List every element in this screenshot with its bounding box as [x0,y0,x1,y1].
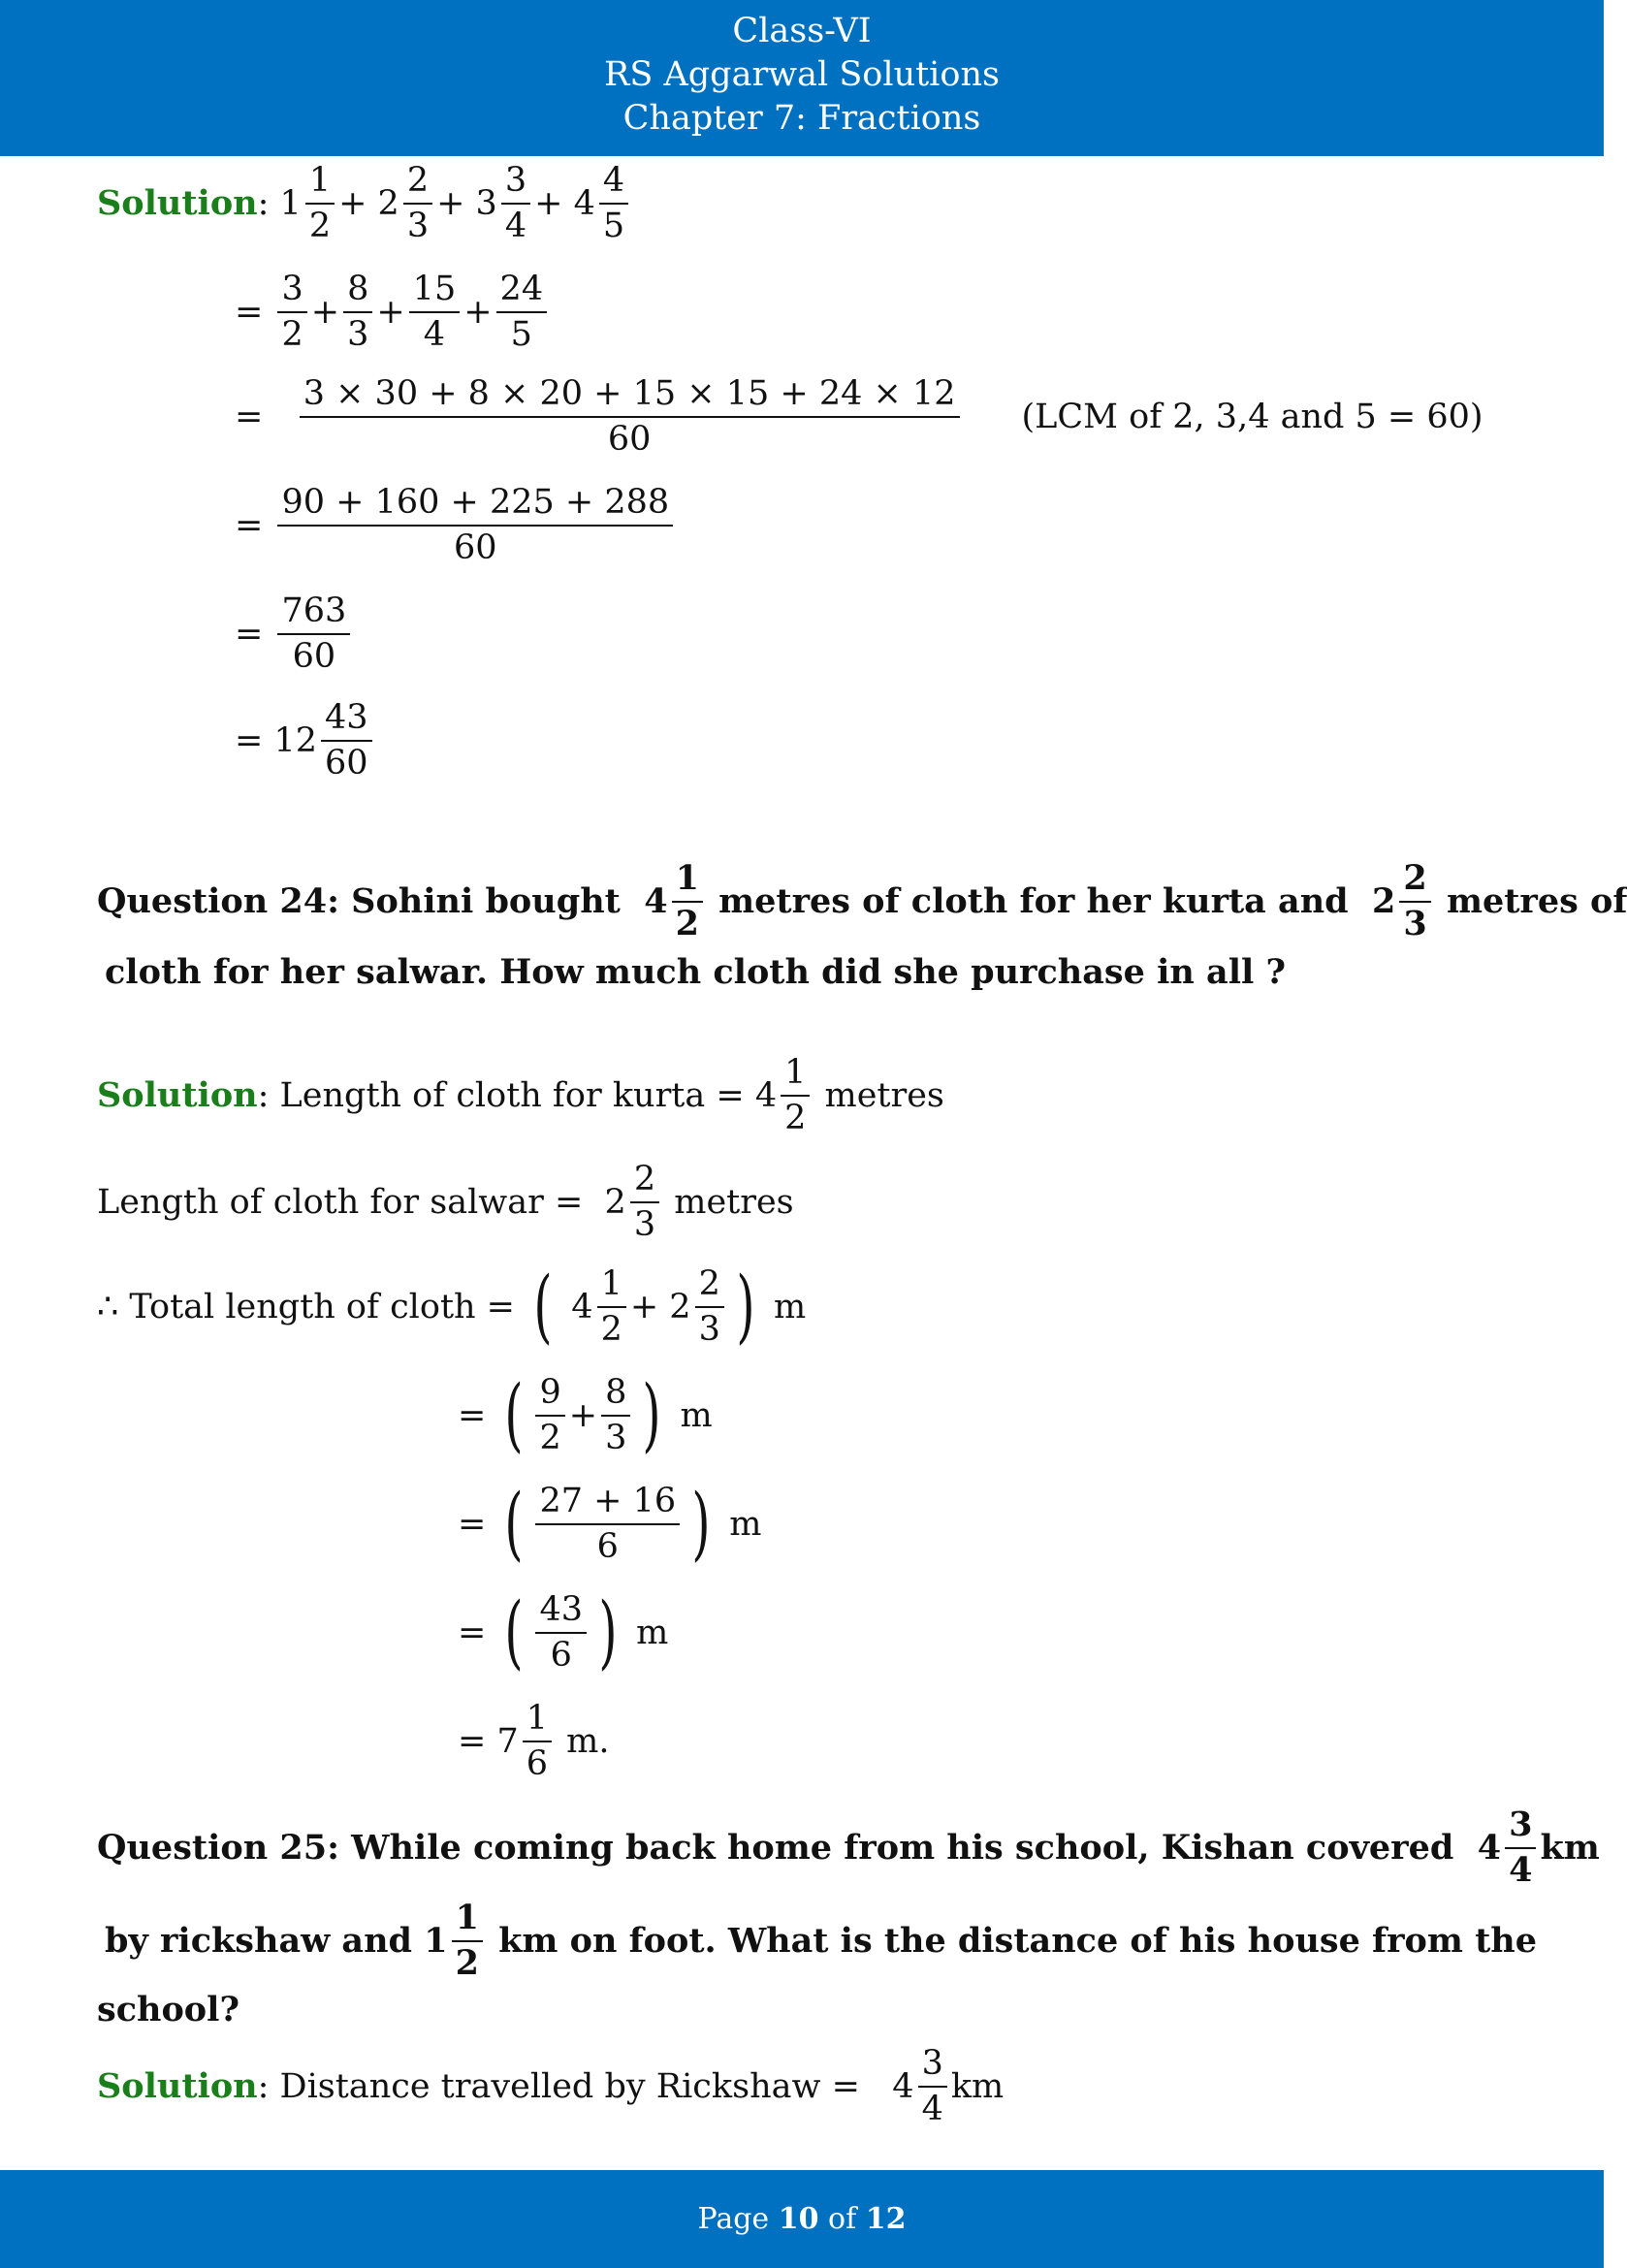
sol23-line5: = $\frac{763}{60}$ [235,593,354,675]
solution-label: Solution [97,1075,258,1116]
q24-text-b: metres of cloth for her kurta and [718,881,1349,922]
page-word: Page [697,2202,770,2236]
solution-label: Solution [97,183,258,224]
sol24-line5: = ( $\frac{27 + 16}{6}$ ) m [458,1477,762,1570]
question-25-label: Question 25 [97,1828,328,1869]
lcm-note: (LCM of 2, 3,4 and 5 = 60) [1021,397,1483,436]
unit-m: m [774,1287,807,1326]
final-unit: m. [566,1721,610,1761]
question-25-line3: school? [97,1990,239,2029]
question-24-line1: Question 24 : Sohini bought 4 1 2 metres of cloth for her kurta and 2 2 3 metres of [97,858,1627,943]
page-current: 10 [778,2202,819,2236]
km-unit: km [1540,1828,1600,1869]
q25-text-b: by rickshaw and [105,1921,413,1962]
sol25-line1: Solution : Distance travelled by Rickshaw = 4 $\frac{3}{4}$ km [97,2044,1005,2128]
question-24-line2: cloth for her salwar. How much cloth did she purchase in all ? [105,952,1286,992]
of-word: of [828,2202,857,2236]
sol23-line3: = $\frac{3 \times 30 + 8 \times 20 + 15 \times 15 + 24 \times 12}{60}$ (LCM of 2, 3,4 and 5 = 60) [235,374,1483,459]
total-denominator: 60 [292,636,336,676]
q25-text-a: While coming back home from his school, Kishan covered [351,1828,1454,1869]
kurta-text: Length of cloth for kurta = [279,1075,745,1115]
unit-m: m [680,1395,713,1435]
salwar-text: Length of cloth for salwar = [97,1182,584,1222]
km-unit: km [950,2066,1005,2106]
header-class: Class-VI [732,12,872,50]
page-header [0,0,1604,156]
lcm-denominator: 60 [607,419,652,459]
question-25-line1: Question 25 : While coming back home from his school, Kishan covered 4 3 4 km [97,1805,1600,1890]
total-numerator: 763 [277,593,350,635]
metres-unit: metres [824,1075,944,1115]
sum-denominator: 60 [454,527,497,567]
header-chapter: Chapter 7: Fractions [622,99,981,138]
step5-denominator: 6 [550,1635,572,1675]
total-text: ∴ Total length of cloth = [97,1287,516,1326]
sol23-line6: = 12 43 60 [235,700,376,782]
sol24-line4: = ( 9 2 + 8 3 ) m [458,1368,713,1461]
page-footer [0,2170,1604,2268]
sol25-text: Distance travelled by Rickshaw = [279,2066,860,2106]
sol24-line7: = 7 1 6 m. [458,1699,610,1783]
question-24-label: Question 24 [97,881,328,922]
question-25-line2: by rickshaw and 1 1 2 km on foot. What is the distance of his house from the [105,1898,1537,1983]
step4-numerator: 27 + 16 [535,1484,680,1525]
q24-text-c: metres of [1446,881,1627,922]
step4-denominator: 6 [596,1526,619,1566]
sol24-line1: Solution : Length of cloth for kurta = 4 $\frac{1}{2}$ metres [97,1053,944,1137]
sum-numerator: 90 + 160 + 225 + 288 [277,485,673,527]
page-total: 12 [865,2202,907,2236]
unit-m: m [636,1613,669,1652]
unit-m: m [729,1504,762,1544]
sol23-line1: Solution : 1 1 2 + 2 2 3 + 3 3 4 + 4 4 5 [97,163,632,244]
q25-text-c: km on foot. What is the distance of his house from the [498,1921,1537,1962]
sol23-line2: = 3 2 + 8 3 + 15 4 + 24 5 [235,272,551,353]
solution-label: Solution [97,2066,258,2107]
header-book: RS Aggarwal Solutions [604,55,1000,94]
lcm-numerator: 3 × 30 + 8 × 20 + 15 × 15 + 24 × 12 [300,376,960,418]
step5-numerator: 43 [535,1592,587,1634]
sol24-line6: = ( $\frac{43}{6}$ ) m [458,1585,669,1678]
sol24-line2: Length of cloth for salwar = 2 $\frac{2}{3}$ metres [97,1160,794,1244]
sol23-line4: = $\frac{90 + 160 + 225 + 288}{60}$ [235,485,677,566]
sol24-line3: ∴ Total length of cloth = ( 4 1 2 + 2 2 3 ) m [97,1260,807,1353]
q24-text-a: Sohini bought [351,881,621,922]
metres-unit: metres [674,1182,794,1222]
